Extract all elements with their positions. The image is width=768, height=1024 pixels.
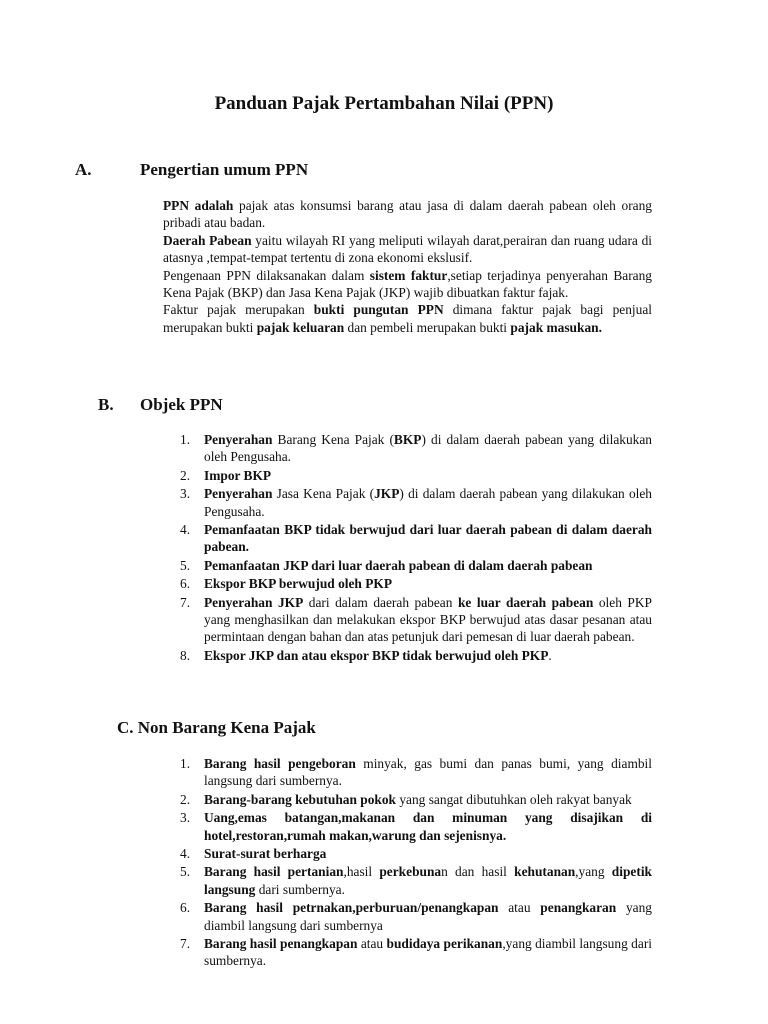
text-run: . (548, 647, 552, 663)
text-run: n dan hasil (441, 864, 515, 880)
list-item (163, 863, 652, 898)
text-run: dimana faktur pajak bagi penjual merupakan bukti (163, 302, 652, 335)
list-item-number: 6. (180, 576, 191, 592)
text-run: ,hasil (343, 864, 380, 880)
text-run: oleh PKP yang menghasilkan dan melakukan ekspor BKP berwujud atas dasar pesanan atau permintaan dengan bahan dan atas petunjuk dari pemesan di luar daerah pabean. (204, 594, 652, 645)
bold-text-run: Uang,emas batangan,makanan dan minuman yang disajikan di hotel,restoran,rumah makan,warung dan sejenisnya. (204, 810, 652, 843)
section-b-letter: B. (98, 395, 114, 414)
list-item-number: 6. (180, 900, 191, 916)
list-item (163, 809, 652, 844)
bold-text-run: Barang-barang kebutuhan pokok (204, 791, 396, 807)
text-run: ) di dalam daerah pabean yang dilakukan oleh Pengusaha. (204, 486, 652, 519)
list-item (163, 647, 652, 664)
paragraph (163, 197, 652, 232)
bold-text-run: ke luar daerah pabean (457, 594, 594, 610)
bold-text-run: penangkaran (540, 900, 617, 916)
bold-text-run: Barang hasil petrnakan,perburuan/penangkapan (204, 900, 499, 916)
bold-text-run: Daerah Pabean (163, 232, 252, 248)
bold-text-run: Surat-surat berharga (204, 846, 327, 862)
text-run: dan pembeli merupakan bukti (344, 319, 511, 335)
list-item (163, 575, 652, 592)
list-item (163, 899, 652, 934)
document-title: Panduan Pajak Pertambahan Nilai (PPN) (214, 93, 554, 114)
list-item-number: 7. (180, 594, 191, 610)
bold-text-run: dipetik langsung (204, 864, 652, 897)
section-c-list (163, 755, 652, 971)
bold-text-run: JKP (374, 486, 400, 502)
text-run: ) di dalam daerah pabean yang dilakukan oleh Pengusaha. (204, 432, 652, 465)
text-run: atau (498, 900, 541, 916)
text-run: Faktur pajak merupakan (163, 302, 314, 318)
bold-text-run: Barang hasil pengeboran (204, 756, 356, 771)
list-item-number: 2. (180, 467, 191, 483)
list-item-number: 1. (180, 756, 191, 771)
list-item (163, 791, 652, 808)
section-b-heading: Objek PPN (140, 395, 223, 414)
text-run: ,yang diambil langsung dari sumbernya. (204, 936, 652, 969)
text-run: atau (357, 936, 387, 952)
list-item (163, 557, 652, 574)
list-item (163, 935, 652, 970)
bold-text-run: Penyerahan (204, 432, 273, 447)
list-item-number: 1. (180, 432, 191, 447)
text-run: Jasa Kena Pajak ( (272, 486, 375, 502)
section-b-list (163, 431, 652, 665)
bold-text-run: Barang hasil penangkapan (204, 936, 358, 952)
bold-text-run: pajak keluaran (256, 319, 345, 335)
bold-text-run: sistem faktur (369, 267, 448, 283)
list-item-number: 4. (180, 846, 191, 862)
text-run: Pengenaan PPN dilaksanakan dalam (163, 267, 370, 283)
list-item (163, 485, 652, 520)
text-run: minyak, gas bumi dan panas bumi, yang diambil langsung dari sumbernya. (204, 756, 652, 789)
list-item-number: 8. (180, 647, 191, 663)
list-item (163, 845, 652, 862)
text-run: yang diambil langsung dari sumbernya (204, 900, 652, 933)
section-a-heading: Pengertian umum PPN (140, 160, 309, 179)
section-a-letter: A. (75, 160, 92, 179)
list-item (163, 594, 652, 646)
bold-text-run: Barang hasil pertanian (204, 864, 344, 880)
bold-text-run: Penyerahan JKP (204, 594, 304, 610)
list-item-number: 2. (180, 791, 191, 807)
text-run: Barang Kena Pajak ( (272, 432, 394, 447)
list-item (163, 431, 652, 466)
text-run: yaitu wilayah RI yang meliputi wilayah darat,perairan dan ruang udara di atasnya ,tempat-tempat tertentu di zona ekonomi ekslusif. (163, 232, 652, 266)
list-item-number: 7. (180, 936, 191, 952)
bold-text-run: Impor BKP (204, 467, 272, 483)
bold-text-run: Ekspor JKP dan atau ekspor BKP tidak berwujud oleh PKP (204, 647, 549, 663)
list-item-number: 5. (180, 557, 191, 573)
text-run: yang sangat dibutuhkan oleh rakyat banyak (396, 791, 632, 807)
list-item (163, 521, 652, 556)
section-c-heading: C. Non Barang Kena Pajak (117, 718, 316, 737)
list-item (163, 467, 652, 484)
text-run: ,setiap terjadinya penyerahan Barang Kena Pajak (BKP) dan Jasa Kena Pajak (JKP) wajib dibuatkan faktur fajak. (163, 267, 652, 301)
bold-text-run: perkebuna (379, 864, 442, 880)
bold-text-run: Pemanfaatan JKP dari luar daerah pabean di dalam daerah pabean (204, 557, 593, 573)
list-item-number: 4. (180, 522, 191, 538)
paragraph (163, 232, 652, 267)
bold-text-run: bukti pungutan PPN (313, 302, 444, 318)
bold-text-run: Penyerahan (204, 486, 273, 502)
text-run: dari dalam daerah pabean (303, 594, 458, 610)
paragraph (163, 267, 652, 302)
bold-text-run: PPN adalah (163, 198, 234, 213)
bold-text-run: BKP (393, 432, 422, 447)
list-item-number: 5. (180, 864, 191, 880)
bold-text-run: pajak masukan. (510, 319, 602, 335)
text-run: dari sumbernya. (255, 881, 345, 897)
bold-text-run: Pemanfaatan BKP tidak berwujud dari luar daerah pabean di dalam daerah pabean. (204, 522, 652, 555)
text-run: pajak atas konsumsi barang atau jasa di dalam daerah pabean oleh orang pribadi atau badan. (163, 198, 653, 231)
bold-text-run: kehutanan (514, 864, 576, 880)
bold-text-run: budidaya perikanan (386, 936, 503, 952)
bold-text-run: Ekspor BKP berwujud oleh PKP (204, 576, 392, 592)
text-run: ,yang (575, 864, 612, 880)
list-item-number: 3. (180, 810, 191, 826)
list-item-number: 3. (180, 486, 191, 502)
section-a-body (163, 197, 652, 336)
paragraph (163, 301, 652, 336)
list-item (163, 755, 652, 790)
